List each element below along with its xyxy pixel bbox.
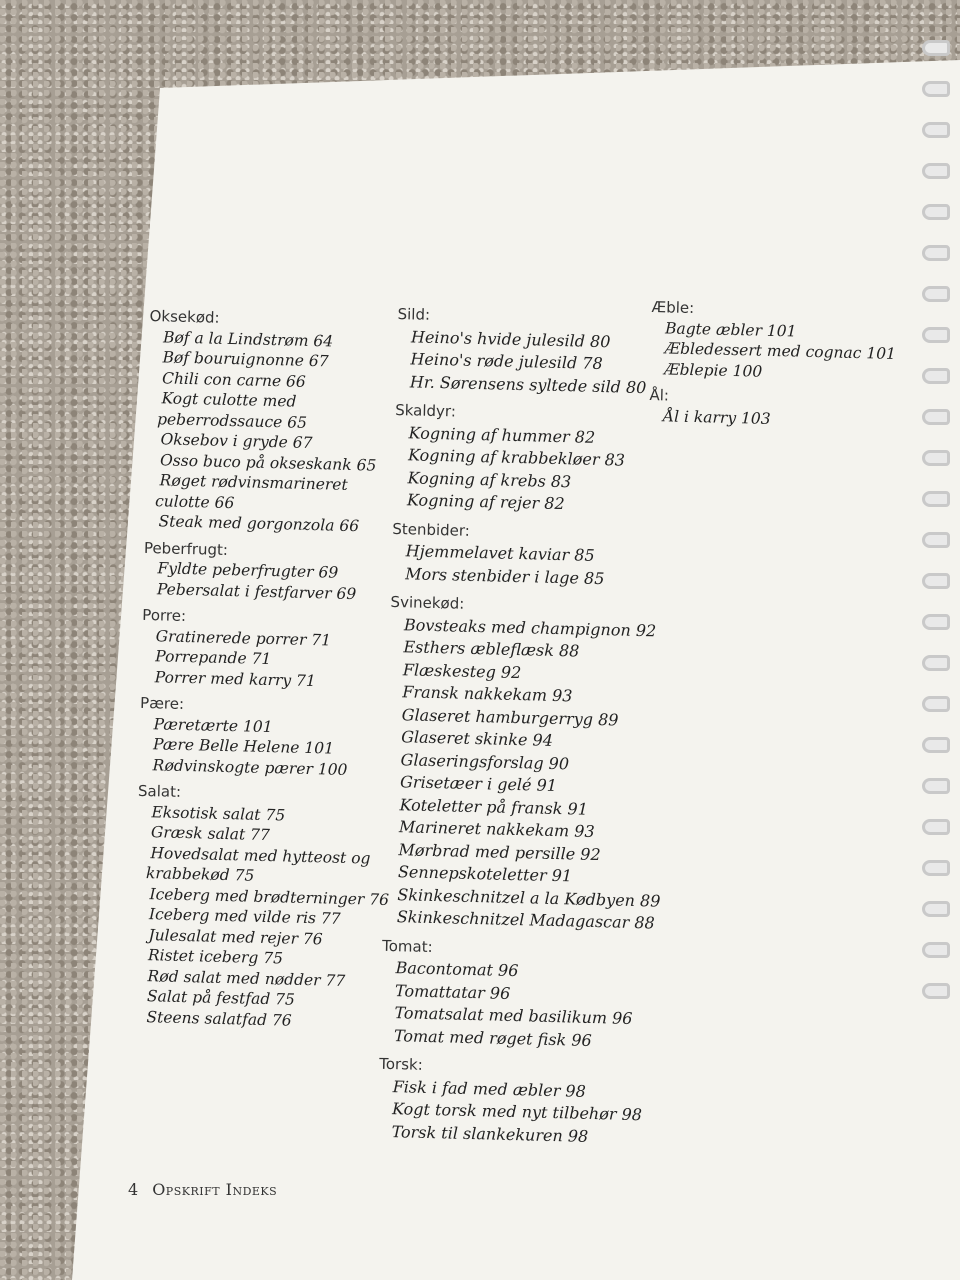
index-entry: Pebersalat i festfarver 69 — [156, 579, 357, 603]
index-section — [132, 781, 391, 1033]
index-section — [649, 385, 895, 432]
index-entry: Porrer med karry 71 — [154, 667, 317, 690]
index-entry: Heino's røde julesild 78 — [410, 349, 603, 374]
index-entry: Bovsteaks med champignon 92 — [403, 614, 657, 640]
running-title: Opskrift Indeks — [152, 1180, 278, 1199]
index-entry: Esthers æbleflæsk 88 — [403, 637, 580, 661]
index-entry: Grisetæer i gelé 91 — [399, 772, 558, 796]
index-entry: Kogning af krabbekløer 83 — [407, 445, 626, 470]
binding-ring — [922, 819, 950, 835]
section-heading: Torsk: — [379, 1054, 423, 1074]
index-section — [141, 605, 396, 693]
index-entry: Kogning af krebs 83 — [407, 467, 572, 491]
index-entry: Glaseret hamburgerryg 89 — [401, 704, 619, 730]
index-entry: Røget rødvinsmarineret — [159, 471, 348, 494]
index-entry: Salat på festfad 75 — [146, 987, 296, 1009]
index-entry: Gratinerede porrer 71 — [155, 626, 332, 650]
index-entry: Marineret nakkekam 93 — [398, 817, 595, 841]
index-column-1 — [132, 300, 403, 1033]
binding-ring — [922, 737, 950, 753]
index-entry: Fransk nakkekam 93 — [402, 682, 573, 706]
index-entry: Steens salatfad 76 — [146, 1007, 292, 1030]
index-section — [391, 517, 670, 591]
index-entry: Porrepande 71 — [155, 647, 272, 669]
binding-ring — [922, 778, 950, 794]
index-entry: Græsk salat 77 — [150, 823, 271, 845]
section-heading: Peberfrugt: — [143, 538, 229, 559]
index-entry: Mørbrad med persille 92 — [398, 839, 601, 864]
index-entry: Hjemmelavet kaviar 85 — [405, 541, 595, 565]
section-heading: Oksekød: — [149, 306, 220, 327]
binding-ring — [922, 491, 950, 507]
binding-ring — [922, 368, 950, 384]
index-section — [377, 1053, 656, 1150]
index-section — [393, 399, 673, 518]
index-section — [396, 303, 675, 400]
index-entry: Mors stenbider i lage 85 — [405, 563, 605, 588]
section-heading: Sild: — [397, 304, 431, 324]
index-entry: krabbekød 75 — [145, 864, 255, 885]
section-heading: Tomat: — [381, 936, 433, 956]
section-heading: Porre: — [142, 605, 187, 625]
index-entry: Glaseringsforslag 90 — [400, 749, 570, 773]
index-section — [138, 693, 393, 781]
section-heading: Pære: — [139, 693, 185, 713]
index-section — [144, 306, 403, 538]
binding-ring — [922, 696, 950, 712]
index-entry: Tomatsalat med basilikum 96 — [394, 1003, 633, 1028]
binding-ring — [922, 942, 950, 958]
index-entry: Bøf bouruignonne 67 — [162, 348, 329, 371]
binding-ring — [922, 860, 950, 876]
index-entry: Pære Belle Helene 101 — [152, 735, 335, 758]
page-number: 4 — [128, 1180, 139, 1199]
index-entry: Kogt culotte med — [161, 389, 297, 411]
index-entry: Rødvinskogte pærer 100 — [152, 755, 348, 779]
index-entry: Iceberg med vilde ris 77 — [148, 905, 341, 928]
index-entry: Skinkeschnitzel Madagascar 88 — [396, 907, 655, 933]
section-heading: Skaldyr: — [395, 400, 457, 421]
index-entry: Kogt torsk med nyt tilbehør 98 — [391, 1099, 643, 1125]
binding-ring — [922, 409, 950, 425]
binding-ring — [922, 901, 950, 917]
binding-ring — [922, 655, 950, 671]
index-column-3 — [649, 291, 898, 432]
index-section — [650, 297, 897, 385]
index-entry: Ristet iceberg 75 — [147, 946, 284, 968]
binding-ring — [922, 204, 950, 220]
binding-ring — [922, 573, 950, 589]
index-entry: Torsk til slankekuren 98 — [391, 1121, 589, 1146]
binding-ring — [922, 450, 950, 466]
index-entry: Pæretærte 101 — [153, 714, 273, 736]
section-heading: Salat: — [137, 781, 182, 801]
index-entry: Julesalat med rejer 76 — [148, 925, 323, 948]
binding-ring — [922, 614, 950, 630]
index-entry: Fyldte peberfrugter 69 — [157, 559, 339, 582]
index-entry: Æblepie 100 — [663, 359, 763, 381]
section-heading: Svinekød: — [390, 592, 465, 613]
index-entry: Steak med gorgonzola 66 — [158, 512, 360, 536]
index-entry: Kogning af hummer 82 — [408, 422, 596, 447]
index-entry: Bagte æbler 101 — [664, 318, 797, 341]
index-entry: Ål i karry 103 — [662, 406, 771, 428]
index-entry: Bacontomat 96 — [395, 958, 519, 981]
index-entry: Chili con carne 66 — [161, 368, 306, 391]
index-entry: Hovedsalat med hytteost og — [150, 843, 371, 868]
binding-ring — [922, 163, 950, 179]
index-section — [143, 537, 398, 605]
index-entry: Hr. Sørensens syltede sild 80 — [409, 371, 647, 397]
index-entry: Heino's hvide julesild 80 — [410, 326, 611, 351]
index-entry: Æbledessert med cognac 101 — [664, 339, 897, 363]
binding-ring — [922, 983, 950, 999]
index-entry: Koteletter på fransk 91 — [399, 794, 589, 819]
index-entry: Sennepskoteletter 91 — [397, 862, 573, 886]
index-section — [380, 934, 660, 1053]
index-section — [383, 591, 668, 935]
index-entry: culotte 66 — [154, 491, 235, 512]
index-entry: peberrodssauce 65 — [156, 409, 308, 432]
index-entry: Tomattatar 96 — [394, 980, 511, 1003]
section-heading: Stenbider: — [392, 519, 471, 540]
section-heading: Æble: — [651, 297, 695, 318]
index-entry: Glaseret skinke 94 — [401, 727, 554, 750]
section-heading: Ål: — [649, 385, 670, 405]
index-entry: Skinkeschnitzel a la Kødbyen 89 — [397, 884, 661, 911]
index-entry: Oksebov i gryde 67 — [160, 430, 313, 453]
index-entry: Flæskesteg 92 — [402, 659, 522, 682]
spiral-binding — [914, 40, 960, 1280]
index-column-2 — [377, 297, 675, 1150]
index-entry: Fisk i fad med æbler 98 — [392, 1076, 587, 1101]
index-entry: Kogning af rejer 82 — [406, 490, 565, 514]
binding-ring — [922, 122, 950, 138]
index-entry: Bøf a la Lindstrøm 64 — [162, 327, 334, 350]
binding-ring — [922, 40, 950, 56]
binding-ring — [922, 245, 950, 261]
binding-ring — [922, 532, 950, 548]
index-entry: Osso buco på okseskank 65 — [159, 450, 377, 475]
binding-ring — [922, 286, 950, 302]
index-entry: Iceberg med brødterninger 76 — [149, 884, 390, 909]
page-footer — [128, 1180, 277, 1199]
index-entry: Tomat med røget fisk 96 — [393, 1025, 592, 1050]
binding-ring — [922, 327, 950, 343]
binding-ring — [922, 81, 950, 97]
index-entry: Eksotisk salat 75 — [151, 802, 286, 824]
index-entry: Rød salat med nødder 77 — [147, 966, 346, 990]
